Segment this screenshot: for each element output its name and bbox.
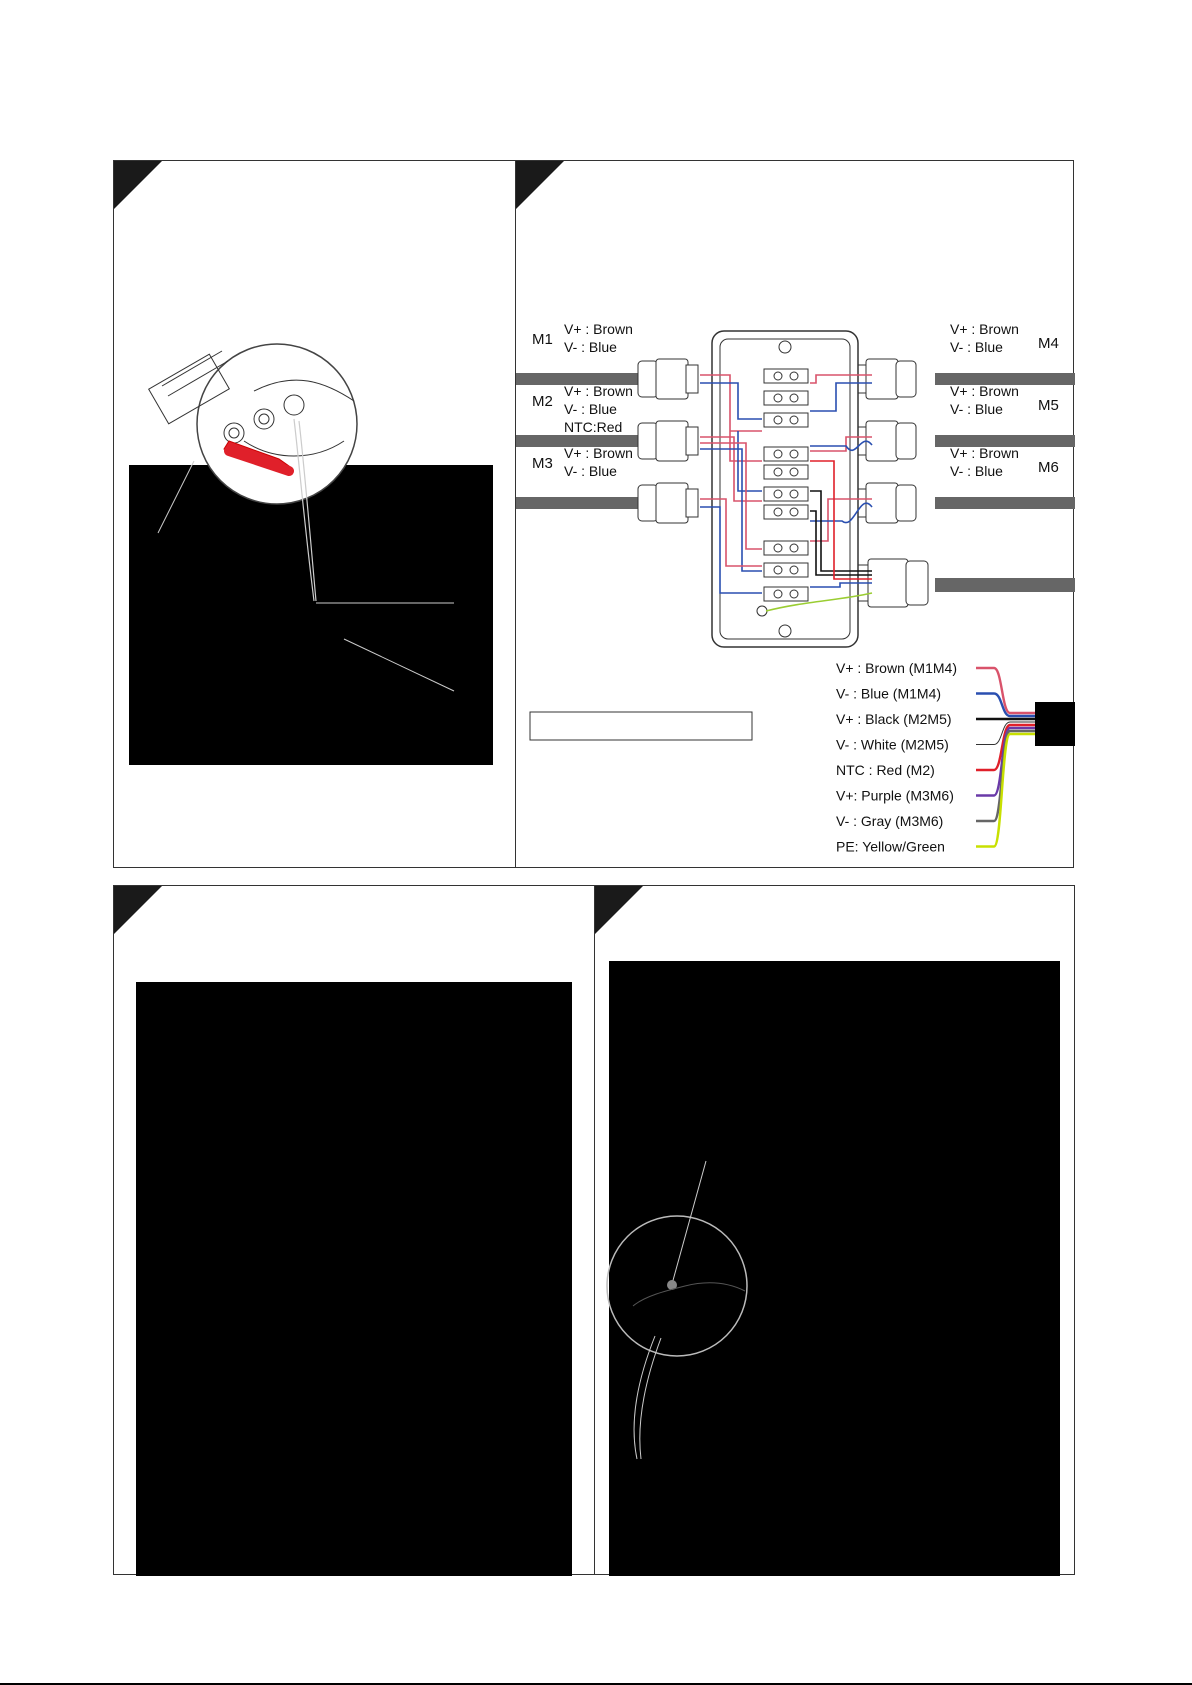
wire-label: V+ : Brown (950, 383, 1019, 399)
legend-wire-swatch (976, 668, 1035, 713)
wire-label: V+ : Brown (564, 321, 633, 337)
wire-label: NTC:Red (564, 419, 623, 435)
wire-label: V+ : Brown (950, 321, 1019, 337)
step-panel-4 (594, 885, 1075, 1575)
step-corner-marker (114, 886, 162, 934)
module-id-label: M1 (532, 331, 553, 348)
step-panel-3 (113, 885, 595, 1575)
wire-label: V+ : Brown (564, 383, 633, 399)
gland-magnifier-illustration (595, 886, 1076, 1576)
step-panel-2 (515, 160, 1074, 868)
legend-wire-swatch (976, 734, 1035, 847)
legend-entry-label: NTC : Red (M2) (836, 762, 935, 778)
wire-label: V- : Blue (564, 463, 617, 479)
wire-label: V+ : Brown (564, 445, 633, 461)
legend-entry-label: V- : Blue (M1M4) (836, 685, 942, 702)
module-id-label: M6 (1038, 459, 1059, 476)
wire-label: V- : Blue (950, 339, 1003, 355)
connector-magnifier-illustration (114, 161, 517, 869)
wire-label: V+ : Brown (950, 445, 1019, 461)
module-id-label: M4 (1038, 335, 1059, 352)
module-id-label: M2 (532, 393, 553, 410)
wire-label: V- : Blue (564, 339, 617, 355)
legend-entry-label: V- : Gray (M3M6) (836, 813, 944, 829)
legend-entry-label: V- : White (M2M5) (836, 736, 949, 753)
redacted-photo (136, 982, 572, 1576)
wire-color-legend (516, 161, 1075, 869)
legend-entry-label: V+ : Black (M2M5) (836, 711, 952, 727)
wire-label: V- : Blue (950, 463, 1003, 479)
legend-entry-label: PE: Yellow/Green (836, 838, 945, 855)
wire-label: V- : Blue (564, 401, 617, 417)
legend-entry-label: V+: Purple (M3M6) (836, 787, 954, 804)
step-panel-1 (113, 160, 516, 868)
module-id-label: M5 (1038, 397, 1059, 414)
module-id-label: M3 (532, 455, 553, 472)
legend-entry-label: V+ : Brown (M1M4) (836, 660, 957, 676)
wire-label: V- : Blue (950, 401, 1003, 417)
